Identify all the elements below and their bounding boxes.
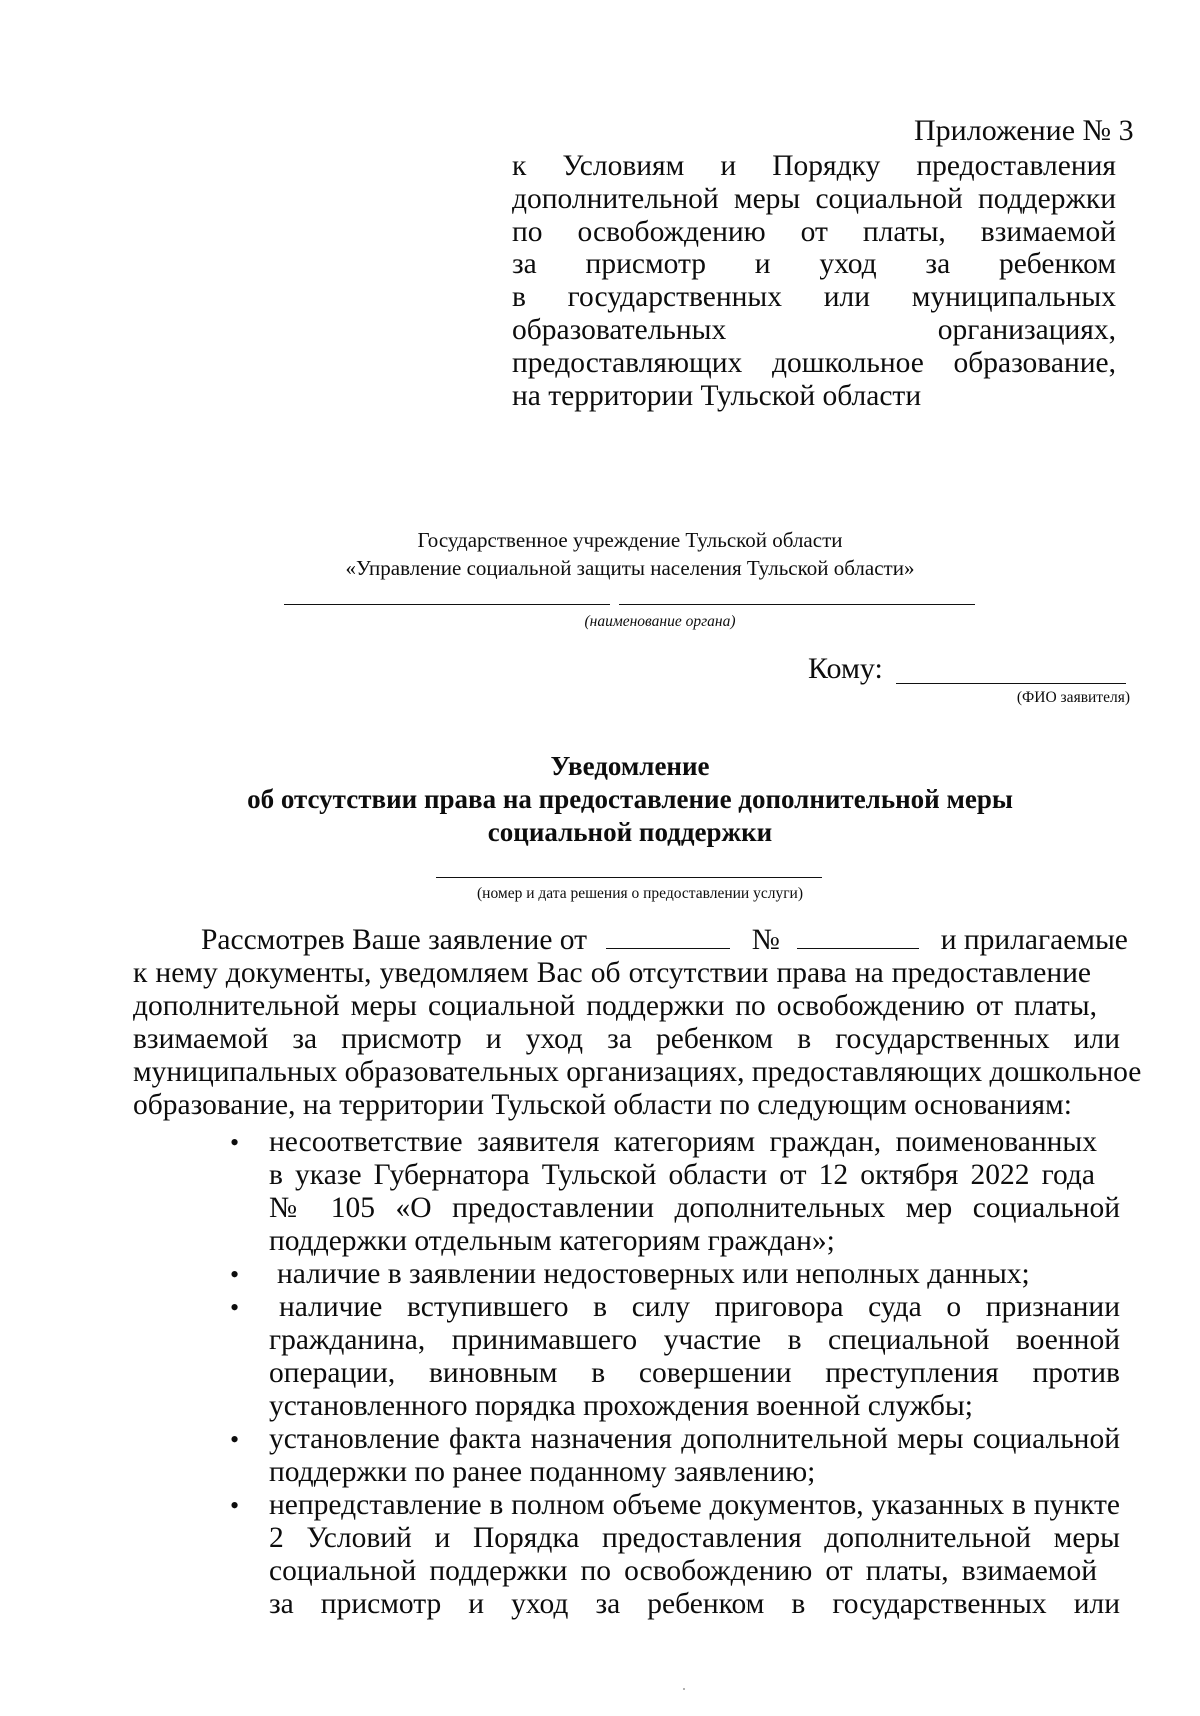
- body-text: и прилагаемые: [940, 924, 1128, 956]
- list-item-line: в указе Губернатора Тульской области от 12 октября 2022 года: [269, 1159, 1095, 1191]
- body-line: взимаемой за присмотр и уход за ребенком в государственных или: [133, 1023, 1120, 1055]
- appendix-number: Приложение № 3: [914, 114, 1134, 147]
- organization-line: Государственное учреждение Тульской области: [417, 528, 843, 552]
- title-line: об отсутствии права на предоставление дополнительной меры: [247, 784, 1013, 814]
- body-line: образование, на территории Тульской области по следующим основаниям:: [133, 1089, 1072, 1121]
- organization-line: «Управление социальной защиты населения Тульской области»: [345, 556, 915, 580]
- number-blank: [797, 924, 919, 949]
- list-item-line: социальной поддержки по освобождению от платы, взимаемой: [269, 1555, 1097, 1587]
- body-paragraph: [133, 924, 1142, 1122]
- bullet-icon: •: [230, 1425, 240, 1454]
- body-line: к нему документы, уведомляем Вас об отсутствии права на предоставление: [133, 957, 1091, 989]
- list-item-line: поддержки по ранее поданному заявлению;: [269, 1456, 816, 1488]
- appendix-line: по освобождению от платы, взимаемой: [512, 215, 1116, 248]
- list-item: [133, 1423, 1120, 1489]
- list-item: [133, 1489, 1120, 1621]
- list-item-line: несоответствие заявителя категориям граждан, поименованных: [269, 1126, 1097, 1158]
- list-item-line: поддержки отдельным категориям граждан»;: [269, 1225, 835, 1257]
- decision-blank-line: [436, 877, 822, 878]
- appendix-line: за присмотр и уход за ребенком: [512, 248, 1116, 281]
- title-line: Уведомление: [550, 751, 710, 781]
- organization-underline: [619, 604, 975, 605]
- appendix-line: дополнительной меры социальной поддержки: [512, 182, 1116, 215]
- list-item-line: 2 Условий и Порядка предоставления дополнительной меры: [269, 1522, 1120, 1554]
- decision-caption: (номер и дата решения о предоставлении услуги): [476, 885, 804, 902]
- appendix-line: образовательных организациях,: [512, 313, 1116, 346]
- number-sign: №: [751, 924, 780, 956]
- list-item-line: гражданина, принимавшего участие в специальной военной: [269, 1324, 1120, 1356]
- appendix-line: предоставляющих дошкольное образование,: [512, 346, 1116, 379]
- list-item-line: непредставление в полном объеме документов, указанных в пункте: [269, 1489, 1120, 1521]
- organization-caption: (наименование органа): [584, 613, 736, 630]
- list-item-line: наличие вступившего в силу приговора суда о признании: [279, 1291, 1120, 1323]
- appendix-line: в государственных или муниципальных: [512, 281, 1116, 314]
- body-line: муниципальных образовательных организациях, предоставляющих дошкольное: [133, 1056, 1142, 1088]
- appendix-line: к Условиям и Порядку предоставления: [512, 150, 1116, 182]
- appendix-line: на территории Тульской области: [512, 379, 922, 412]
- organization-name: [250, 526, 1010, 582]
- body-text: Рассмотрев Ваше заявление от: [201, 924, 588, 956]
- scan-speck: [683, 1688, 685, 1690]
- list-item: [133, 1291, 1120, 1423]
- bullet-icon: •: [230, 1491, 240, 1520]
- title-line: социальной поддержки: [487, 817, 773, 847]
- list-item: [133, 1258, 1120, 1291]
- appendix-text: [512, 150, 1116, 412]
- grounds-list: [133, 1126, 1120, 1621]
- list-item: [133, 1126, 1120, 1258]
- list-item-line: операции, виновным в совершении преступления против: [269, 1357, 1120, 1389]
- list-item-line: установленного порядка прохождения военной службы;: [269, 1390, 973, 1422]
- body-first-line: [133, 924, 1128, 957]
- date-blank: [606, 924, 730, 949]
- recipient-label: Кому:: [808, 652, 883, 685]
- bullet-icon: •: [230, 1293, 240, 1322]
- list-item-line: установление факта назначения дополнительной меры социальной: [269, 1423, 1120, 1455]
- bullet-icon: •: [230, 1260, 240, 1289]
- list-item-line: за присмотр и уход за ребенком в государственных или: [269, 1588, 1120, 1620]
- notice-title: [150, 750, 1110, 849]
- organization-underline: [284, 604, 610, 605]
- recipient-field: [808, 652, 1128, 688]
- list-item-line: наличие в заявлении недостоверных или неполных данных;: [277, 1258, 1030, 1290]
- recipient-blank-line: [896, 683, 1126, 684]
- recipient-caption: (ФИО заявителя): [1016, 689, 1130, 706]
- body-line: дополнительной меры социальной поддержки по освобождению от платы,: [133, 990, 1097, 1022]
- bullet-icon: •: [230, 1128, 240, 1157]
- list-item-line: № 105 «О предоставлении дополнительных мер социальной: [269, 1192, 1120, 1224]
